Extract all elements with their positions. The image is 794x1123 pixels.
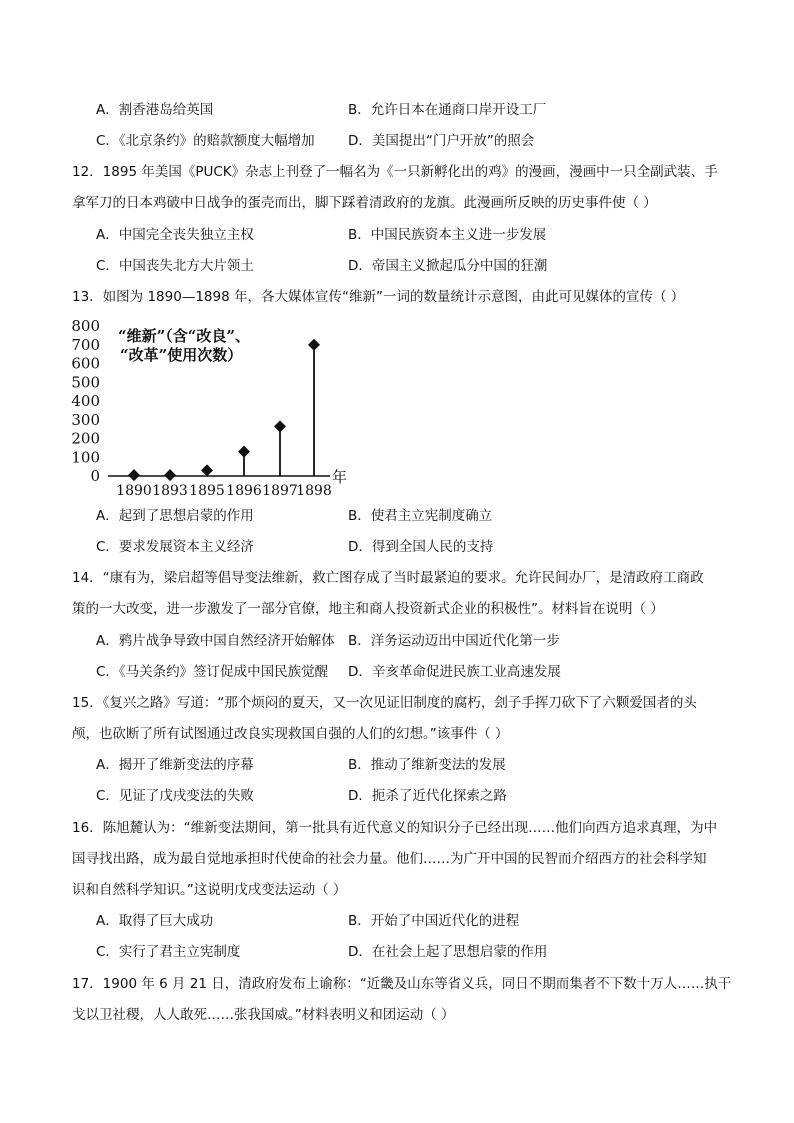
q16-stem-line-1: 16．陈旭麓认为：“维新变法期间，第一批具有近代意义的知识分子已经出现……他们向西方追求真理，为中 [72,820,718,836]
q12-option-c: C．中国丧失北方大片领土 [96,258,254,274]
q14-option-d: D．辛亥革命促进民族工业高速发展 [348,664,561,680]
chart-data-point [128,469,140,481]
q12-option-b: B．中国民族资本主义进一步发展 [348,227,547,243]
q16-stem-line-3: 识和自然科学知识。”这说明戊戌变法运动（ ） [72,882,347,898]
chart-y-tick-label: 800 [71,318,100,335]
q13-option-c: C．要求发展资本主义经济 [96,539,254,555]
chart-y-tick-label: 100 [71,448,100,467]
q15-option-d: D．扼杀了近代化探索之路 [348,788,507,804]
q14-option-c: C．《马关条约》签订促成中国民族觉醒 [96,664,329,680]
q16-option-a: A．取得了巨大成功 [96,913,214,929]
q14-option-a: A．鸦片战争导致中国自然经济开始解体 [96,633,335,649]
q12-option-d: D．帝国主义掀起瓜分中国的狂潮 [348,258,548,274]
q12-stem-line-2: 拿军刀的日本鸡破中日战争的蛋壳而出，脚下踩着清政府的龙旗。此漫画所反映的历史事件使（ ） [72,195,657,211]
q15-option-b: B．推动了维新变法的发展 [348,757,506,773]
q13-option-b: B．使君主立宪制度确立 [348,508,493,524]
q11-option-c: C．《北京条约》的赔款额度大幅增加 [96,133,315,149]
q11-option-d: D．美国提出“门户开放”的照会 [348,133,535,149]
chart-data-point [201,464,213,476]
q15-stem-line-2: 颅，也砍断了所有试图通过改良实现救国自强的人们的幻想。”该事件（ ） [72,726,509,742]
q16-option-c: C．实行了君主立宪制度 [96,944,241,960]
chart-y-tick-label: 300 [71,410,100,429]
q12-stem-line-1: 12．1895 年美国《PUCK》杂志上刊登了一幅名为《一只新孵化出的鸡》的漫画，漫画中一只全副武装、手 [72,164,718,180]
q11-option-b: B．允许日本在通商口岸开设工厂 [348,102,547,118]
chart-y-tick-label: 600 [71,354,100,373]
chart-x-tick-label: 1895 [189,483,225,499]
chart-title-line-2: “改革”使用次数） [120,346,243,364]
chart-x-tick-label: 1893 [152,483,188,499]
q16-stem-line-2: 国寻找出路，成为最自觉地承担时代使命的社会力量。他们……为广开中国的民智而介绍西方的社会科学知 [72,851,707,867]
q13-stem-line-1: 13．如图为 1890—1898 年，各大媒体宣传“维新”一词的数量统计示意图，由此可见媒体的宣传（ ） [72,289,685,305]
chart-data-point [308,339,320,351]
chart-y-tick-label: 400 [71,392,100,410]
q11-option-a: A．割香港岛给英国 [96,102,214,118]
chart-y-tick-label: 500 [71,373,100,392]
chart-xlabel: 年 [332,468,348,486]
chart-title-line-1: “维新”（含“改良”、 [118,327,251,345]
q14-stem-line-1: 14．“康有为，梁启超等倡导变法维新，救亡图存成了当时最紧迫的要求。允许民间办厂，是清政府工商政 [72,570,704,586]
chart-x-tick-label: 1890 [116,483,152,499]
chart-y-tick-label: 0 [90,467,100,485]
chart-y-tick-label: 700 [71,335,100,354]
q12-option-a: A．中国完全丧失独立主权 [96,227,254,243]
q13-option-d: D．得到全国人民的支持 [348,539,494,555]
q15-stem-line-1: 15．《复兴之路》写道：“那个烦闷的夏天，又一次见证旧制度的腐朽，刽子手挥刀砍下了六颗爱国者的头 [72,695,697,711]
q15-option-a: A．揭开了维新变法的序幕 [96,757,254,773]
chart-x-tick-label: 1898 [296,483,332,499]
weixin-usage-chart [64,318,364,500]
q14-option-b: B．洋务运动迈出中国近代化第一步 [348,633,560,649]
q17-stem-line-2: 戈以卫社稷，人人敢死……张我国威。”材料表明义和团运动（ ） [72,1007,455,1023]
chart-x-tick-label: 1896 [226,483,262,499]
q15-option-c: C．见证了戊戌变法的失败 [96,788,254,804]
q13-option-a: A．起到了思想启蒙的作用 [96,508,254,524]
chart-y-tick-label: 200 [71,429,100,448]
chart-data-point [164,469,176,481]
chart-data-point [274,420,286,432]
q16-option-d: D．在社会上起了思想启蒙的作用 [348,944,548,960]
chart-x-tick-label: 1897 [262,483,298,499]
chart-data-point [238,446,250,458]
q17-stem-line-1: 17．1900 年 6 月 21 日，清政府发布上谕称：“近畿及山东等省义兵，同日不期而集者不下数十万人……执干 [72,976,732,992]
q16-option-b: B．开始了中国近代化的进程 [348,913,520,929]
q14-stem-line-2: 策的一大改变，进一步激发了一部分官僚，地主和商人投资新式企业的积极性”。材料旨在说明（ ） [72,601,664,617]
